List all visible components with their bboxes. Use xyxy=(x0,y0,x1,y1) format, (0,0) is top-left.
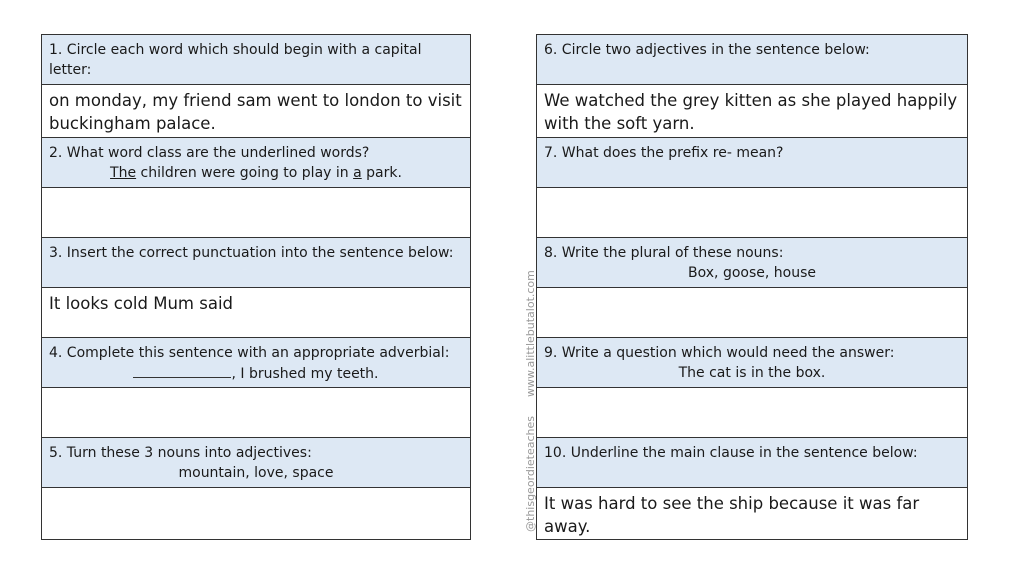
question-1 xyxy=(42,35,470,85)
answer-3 xyxy=(42,288,470,338)
question-5-words: mountain, love, space xyxy=(178,465,334,481)
answer-8-blank[interactable] xyxy=(537,288,967,338)
question-4-sentence xyxy=(49,363,463,384)
question-2 xyxy=(42,138,470,188)
question-8-text: 8. Write the plural of these nouns: xyxy=(544,245,784,261)
answer-1 xyxy=(42,85,470,138)
watermark-handle: @thisgeordieteaches xyxy=(524,415,537,532)
sentence-end: park. xyxy=(361,165,402,181)
underlined-word-the: The xyxy=(110,165,137,181)
watermark-website: www.alittlebutalot.com xyxy=(524,270,537,397)
question-8 xyxy=(537,238,967,288)
answer-6 xyxy=(537,85,967,138)
fill-in-blank-line xyxy=(133,363,231,378)
question-7-text: 7. What does the prefix re- mean? xyxy=(544,145,784,161)
question-9 xyxy=(537,338,967,388)
underlined-word-a: a xyxy=(353,165,362,181)
answer-4-blank[interactable] xyxy=(42,388,470,438)
question-9-text: 9. Write a question which would need the answer: xyxy=(544,345,895,361)
question-3-text: 3. Insert the correct punctuation into the sentence below: xyxy=(49,245,454,261)
question-8-words: Box, goose, house xyxy=(688,265,816,281)
answer-10 xyxy=(537,488,967,539)
right-question-column xyxy=(536,34,968,540)
question-4-sentence-end: , I brushed my teeth. xyxy=(231,366,379,382)
question-6-text: 6. Circle two adjectives in the sentence below: xyxy=(544,42,870,58)
question-5 xyxy=(42,438,470,488)
question-2-sentence xyxy=(49,163,463,183)
question-4-text: 4. Complete this sentence with an appropriate adverbial: xyxy=(49,345,450,361)
answer-2-blank[interactable] xyxy=(42,188,470,238)
question-7 xyxy=(537,138,967,188)
answer-6-text: We watched the grey kitten as she played happily with the soft yarn. xyxy=(544,91,958,133)
answer-1-text: on monday, my friend sam went to london to visit buckingham palace. xyxy=(49,91,462,133)
question-2-text: 2. What word class are the underlined words? xyxy=(49,145,370,161)
answer-9-blank[interactable] xyxy=(537,388,967,438)
answer-7-blank[interactable] xyxy=(537,188,967,238)
question-3 xyxy=(42,238,470,288)
question-5-text: 5. Turn these 3 nouns into adjectives: xyxy=(49,445,312,461)
question-10-text: 10. Underline the main clause in the sentence below: xyxy=(544,445,918,461)
left-question-column xyxy=(41,34,471,540)
question-1-text: 1. Circle each word which should begin with a capital letter: xyxy=(49,42,422,78)
question-4 xyxy=(42,338,470,388)
question-6 xyxy=(537,35,967,85)
question-9-answer-text: The cat is in the box. xyxy=(678,365,826,381)
answer-5-blank[interactable] xyxy=(42,488,470,539)
answer-3-text: It looks cold Mum said xyxy=(49,294,233,313)
sentence-middle: children were going to play in xyxy=(136,165,354,181)
question-10 xyxy=(537,438,967,488)
answer-10-text: It was hard to see the ship because it was far away. xyxy=(544,494,920,536)
